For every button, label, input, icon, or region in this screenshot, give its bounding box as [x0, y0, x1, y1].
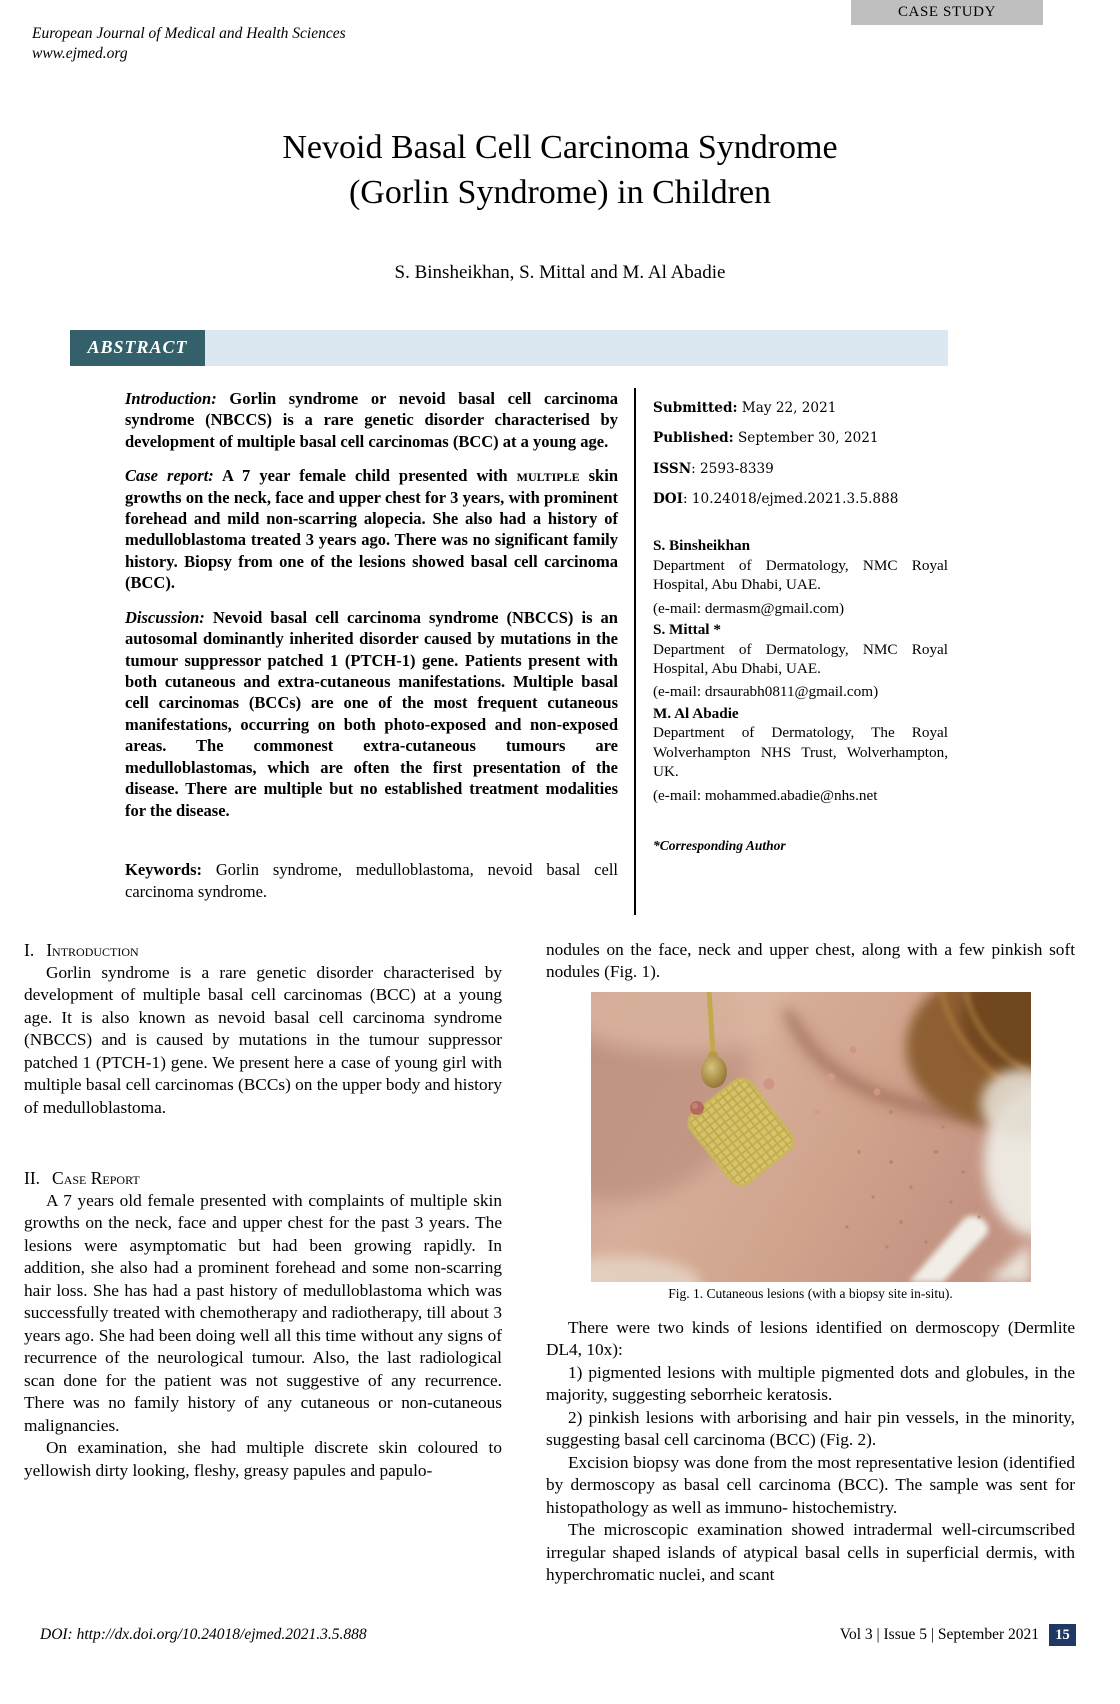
case-report-paragraph-2: On examination, she had multiple discrete skin coloured to yellowish dirty looking, fleshy, greasy papules and papulo- [24, 1438, 502, 1480]
abstract-introduction: Introduction: Gorlin syndrome or nevoid basal cell carcinoma syndrome (NBCCS) is a rare genetic disorder characterised by development of multiple basal cell carcinomas (BCC) at a young age. [125, 388, 618, 451]
article-body [0, 915, 1120, 1587]
section-heading-introduction: I. Introduction [24, 939, 139, 960]
abstract-section [70, 330, 948, 915]
author-3-dept: Department of Dermatology, The Royal Wolverhampton NHS Trust, Wolverhampton, UK. [653, 724, 948, 781]
abstract-banner [70, 330, 948, 366]
case-study-badge: CASE STUDY [851, 0, 1043, 25]
title-line-1: Nevoid Basal Cell Carcinoma Syndrome [282, 129, 838, 166]
issn-line: ISSN: 2593-8339 [653, 460, 774, 477]
abstract-text [70, 388, 618, 915]
author-1-dept: Department of Dermatology, NMC Royal Hospital, Abu Dhabi, UAE. [653, 556, 948, 594]
affiliation-author-2 [653, 620, 948, 702]
figure-1-photo [591, 992, 1031, 1282]
case-report-list-item-1: 1) pigmented lesions with multiple pigmented dots and globules, in the majority, suggesting seborrheic keratosis. [546, 1362, 1075, 1405]
footer-doi: DOI: http://dx.doi.org/10.24018/ejmed.2021.3.5.888 [40, 1626, 367, 1643]
authors-line: S. Binsheikhan, S. Mittal and M. Al Abadie [394, 261, 726, 283]
author-3-name: M. Al Abadie [653, 704, 739, 722]
published-line: Published: September 30, 2021 [653, 430, 879, 447]
title-line-2: (Gorlin Syndrome) in Children [348, 173, 772, 211]
page-footer [40, 1624, 1076, 1646]
keywords-label: Keywords: [125, 860, 202, 880]
author-2-dept: Department of Dermatology, NMC Royal Hospital, Abu Dhabi, UAE. [653, 640, 948, 678]
abstract-keywords: Keywords: Gorlin syndrome, medulloblastoma, nevoid basal cell carcinoma syndrome. [125, 860, 618, 901]
article-meta-sidebar [634, 388, 948, 915]
affiliation-author-1 [653, 536, 948, 618]
author-1-name: S. Binsheikhan [653, 537, 751, 555]
author-1-email: (e-mail: dermasm@gmail.com) [653, 599, 845, 617]
case-report-paragraph-5: Excision biopsy was done from the most representative lesion (identified by dermoscopy as basal cell carcinoma (BCC). The sample was sent for histopathology as well as immuno- histochemistry. [546, 1452, 1075, 1517]
journal-header [32, 24, 346, 64]
footer-issue-info: Vol 3 | Issue 5 | September 2021 [839, 1626, 1039, 1643]
section-heading-case-report: II. Case Report [24, 1168, 140, 1189]
published-label: Published: [653, 430, 734, 447]
body-right-column [546, 939, 1075, 1587]
author-2-email: (e-mail: drsaurabh0811@gmail.com) [653, 683, 879, 701]
cutaneous-lesions-photo [591, 992, 1031, 1282]
case-report-paragraph-1: A 7 years old female presented with complaints of multiple skin growths on the neck, face and upper chest for the past 3 years. The lesions were asymptomatic but had been growing rapidly. In addition, she also had a prominent forehead and some non-scarring hair loss. She has had a past history of medulloblastoma which was successfully treated with chemotherapy and radiotherapy, till about 3 years ago. She had been doing well all this time without any signs of recurrence of the neurological tumour. Also, the last radiological scan done for the patient was not suggestive of any recurrence. There was no family history of any cutaneous or non-cutaneous malignancies. [24, 1190, 502, 1435]
submitted-label: Submitted: [653, 399, 738, 416]
case-report-paragraph-3: nodules on the face, neck and upper chest, along with a few pinkish soft nodules (Fig. 1). [546, 939, 1075, 982]
doi-line: DOI: 10.24018/ejmed.2021.3.5.888 [653, 490, 899, 507]
introduction-paragraph: Gorlin syndrome is a rare genetic disorder characterised by development of multiple basal cell carcinomas (BCC) at a young age. It is also known as nevoid basal cell carcinoma syndrome (NBCCS) and is caused by mutations in the tumour suppressor patched 1 (PTCH-1) gene. We present here a case of young girl with multiple basal cell carcinomas (BCCs) on the upper body and history of medulloblastoma. [24, 962, 503, 1117]
affiliation-author-3 [653, 704, 948, 805]
abstract-case-lead: Case report: [125, 466, 214, 486]
abstract-case-report: Case report: A 7 year female child presented with multiple skin growths on the neck, face and upper chest for 3 years, with prominent forehead and mild non-scarring alopecia. She also had a history of medulloblastoma treated 3 years ago. There was no significant family history. Biopsy from one of the lesions showed basal cell carcinoma (BCC). [125, 466, 618, 593]
journal-url: www.ejmed.org [32, 45, 128, 63]
abstract-discussion: Discussion: Nevoid basal cell carcinoma syndrome (NBCCS) is an autosomal dominantly inherited disorder caused by mutations in the tumour suppressor patched 1 (PTCH-1) gene. Patients present with both cutaneous and extra-cutaneous manifestations. Multiple basal cell carcinomas (BCCs) are one of the most frequent cutaneous manifestations, occurring on both photo-exposed and non-exposed areas. The commonest extra-cutaneous tumours are medulloblastomas, which are often the first presentation of the disease. There are multiple but no established treatment modalities for the disease. [125, 607, 618, 820]
page-number-box: 15 [1049, 1624, 1076, 1646]
abstract-banner-label: ABSTRACT [70, 330, 205, 366]
figure-1-caption: Fig. 1. Cutaneous lesions (with a biopsy site in-situ). [668, 1285, 953, 1301]
case-report-list-item-2: 2) pinkish lesions with arborising and hair pin vessels, in the minority, suggesting basal cell carcinoma (BCC) (Fig. 2). [546, 1407, 1075, 1450]
doi-label: DOI [653, 490, 683, 507]
author-3-email: (e-mail: mohammed.abadie@nhs.net [653, 786, 878, 804]
issn-label: ISSN [653, 460, 692, 477]
body-left-column [24, 939, 502, 1587]
journal-name: European Journal of Medical and Health Sciences [32, 25, 346, 42]
abstract-introduction-lead: Introduction: [125, 388, 217, 408]
abstract-banner-strip [205, 330, 948, 366]
case-report-paragraph-4: There were two kinds of lesions identified on dermoscopy (Dermlite DL4, 10x): [546, 1317, 1075, 1360]
author-2-name: S. Mittal * [653, 621, 721, 639]
abstract-discussion-lead: Discussion: [125, 607, 205, 627]
case-report-paragraph-6: The microscopic examination showed intradermal well-circumscribed irregular shaped islands of atypical basal cells in superficial dermis, with hyperchromatic nuclei, and scant [546, 1520, 1075, 1585]
corresponding-author-note: *Corresponding Author [653, 838, 786, 854]
submitted-line: Submitted: May 22, 2021 [653, 399, 837, 416]
